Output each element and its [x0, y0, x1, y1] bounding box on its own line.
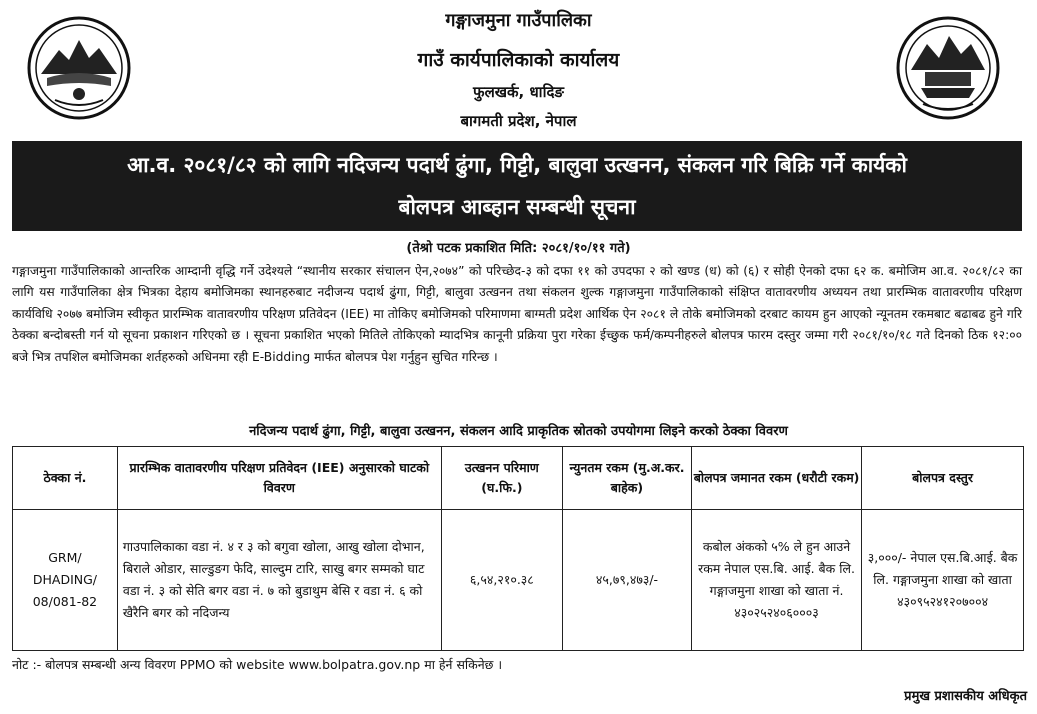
cell-contract-no: GRM/ DHADING/ 08/081-82 [13, 510, 118, 651]
notice-header [0, 0, 1037, 140]
header-bid-fee: बोलपत्र दस्तुर [862, 447, 1024, 510]
header-contract-no: ठेक्का नं. [13, 447, 118, 510]
republished-date: (तेश्रो पटक प्रकाशित मिति: २०८१/१०/११ गते) [406, 241, 631, 256]
cell-site-description: गाउपालिकाका वडा नं. ४ र ३ को बगुवा खोला, आखु खोला दोभान, बिराले ओडार, साल्डुङग फेदि, साल्दुम टारि, साखु बगर सम्मको घाट वडा नं. ३ को सेति बगर वडा नं. ७ को बुडाथुम बेसि र वडा नं. ६ को खैरैनि बगर को नदिजन्य [117, 510, 441, 651]
cell-quantity: ६,५४,२१०.३८ [441, 510, 562, 651]
cell-bid-fee: ३,०००/- नेपाल एस.बि.आई. बैक लि. गङ्गाजमुना शाखा को खाता ४३०९५२४१२०७००४ [862, 510, 1024, 651]
header-quantity: उत्खनन परिमाण (घ.फि.) [441, 447, 562, 510]
header-bid-security: बोलपत्र जमानत रकम (धरौटी रकम) [691, 447, 861, 510]
notice-banner [12, 141, 1022, 231]
notice-body: गङ्गाजमुना गाउँपालिकाको आन्तरिक आम्दानी वृद्धि गर्ने उदेश्यले “स्थानीय सरकार संचालन ऐन,२०७४” को परिच्छेद-३ को दफा ११ को उपदफा २ को खण्ड (ध) को (६) र सोही ऐनको दफा ६२ क. बमोजिम आ.व. २०८१/८२ का लागि यस गाउँपालिका क्षेत्र भित्रका देहाय बमोजिमका स्थानहरुबाट नदीजन्य पदार्थ ढुंगा, गिट्टी, बालुवा उत्खनन तथा संकलन शुल्क गङ्गाजमुना गाउँपालिकाको संक्षिप्त वातावरणीय अध्ययन तथा प्रारम्भिक वातावरणीय परिक्षण कार्यविधि २०७७ बमोजिम स्वीकृत प्रारम्भिक वातावरणीय परिक्षण प्रतिवेदन (IEE) मा तोकिए बमोजिमको परिमाणमा बाग्मती प्रदेश आर्थिक ऐन २०८१ ले तोके बमोजिमको दरबाट कायम हुन आएको न्यूनतम रकमबाट बढाबढ हुने गरि ठेक्का बन्दोबस्ती गर्न यो सूचना प्रकाशन गरिएको छ । सूचना प्रकाशित भएको मितिले तोकिएको म्यादभित्र कानूनी प्रक्रिया पुरा गरेका ईच्छुक फर्म/कम्पनीहरुले बोलपत्र फारम दस्तुर जम्मा गरी २०८१/१०/१८ गते दिनको ठिक १२:०० बजे भित्र तपशिल बमोजिमका शर्तहरुको अधिनमा रही E-Bidding मार्फत बोलपत्र पेश गर्नुहुन सुचित गरिन्छ । [12, 264, 1022, 364]
municipality-name: गङ्गाजमुना गाउँपालिका [445, 10, 592, 31]
signatory-title: प्रमुख प्रशासकीय अधिकृत [904, 689, 1027, 704]
office-name: गाउँ कार्यपालिकाको कार्यालय [417, 49, 620, 71]
office-address: फुलखर्क, धादिङ [473, 83, 564, 101]
nepal-emblem-icon [25, 14, 133, 122]
header-site-description: प्रारम्भिक वातावरणीय परिक्षण प्रतिवेदन (IEE) अनुसारको घाटको विवरण [117, 447, 441, 510]
cell-bid-security: कबोल अंकको ५% ले हुन आउने रकम नेपाल एस.बि. आई. बैक लि. गङ्गाजमुना शाखा को खाता नं. ४३०२५२४०६०००३ [691, 510, 861, 651]
table-title: नदिजन्य पदार्थ ढुंगा, गिट्टी, बालुवा उत्खनन, संकलन आदि प्राकृतिक स्रोतको उपयोगमा लिइने करको ठेक्का विवरण [249, 424, 788, 439]
banner-title-line2: बोलपत्र आब्हान सम्बन्धी सूचना [398, 195, 636, 219]
table-row [13, 510, 1024, 651]
banner-title-line1: आ.व. २०८१/८२ को लागि नदिजन्य पदार्थ ढुंगा, गिट्टी, बालुवा उत्खनन, संकलन गरि बिक्रि गर्ने कार्यको [127, 153, 907, 177]
header-min-amount: न्युनतम रकम (मु.अ.कर. बाहेक) [563, 447, 692, 510]
contract-table [12, 446, 1024, 651]
province-country: बागमती प्रदेश, नेपाल [460, 112, 577, 130]
footer-note: नोट :- बोलपत्र सम्बन्धी अन्य विवरण PPMO को website www.bolpatra.gov.np मा हेर्न सकिनेछ । [12, 657, 503, 672]
cell-min-amount: ४५,७९,४७३/- [563, 510, 692, 651]
table-header-row [13, 447, 1024, 510]
municipality-seal-icon [893, 14, 1003, 122]
